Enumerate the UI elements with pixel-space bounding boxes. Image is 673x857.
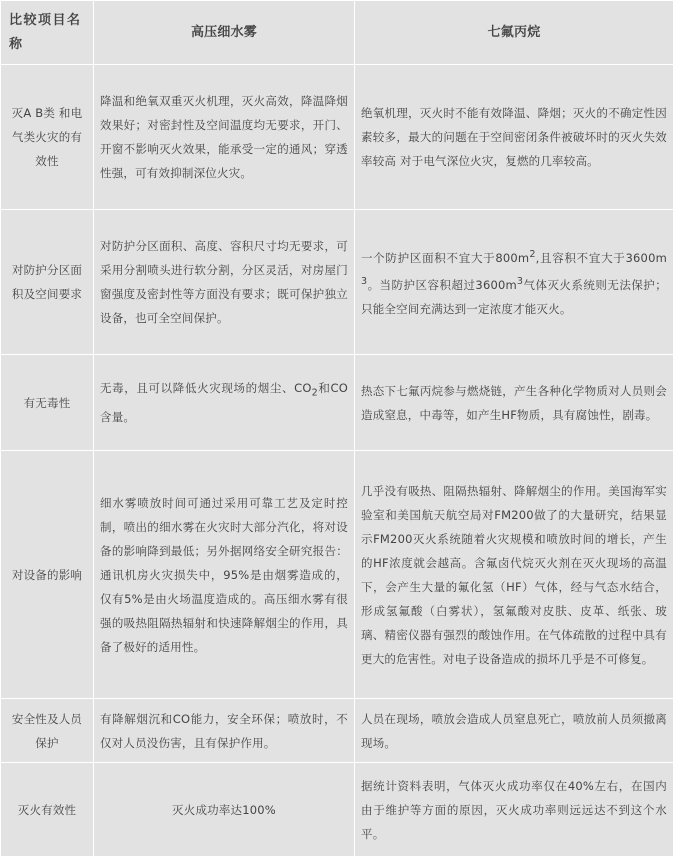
mist-cell (94, 699, 355, 763)
header-item-label: 比较项目名称 (9, 9, 87, 57)
hfc-text: 据统计资料表明，气体灭火成功率仅在40%左右，在国内由于维护等方面的原因，灭火成功率则远远达不到这个水平。 (361, 774, 667, 846)
mist-cell (94, 763, 355, 857)
hfc-text-part: 一个防护区面积不宜大于800m (361, 251, 529, 265)
hfc-text: 热态下七氟丙烷参与燃烧链，产生各种化学物质对人员则会造成窒息，中毒等，如产生HF物质，具有腐蚀性，剧毒。 (361, 379, 667, 427)
table-row (1, 210, 673, 355)
hfc-text: 几乎没有吸热、阻隔热辐射、降解烟尘的作用。美国海军实验室和美国航天航空局对FM200做了的大量研究，结果显示FM200灭火系统随着火灾规模和喷放时间的增长，产生的HF浓度就会越高。含氟卤代烷灭火剂在灭火现场的高温下，会产生大量的氟化氢（HF）气体，经与气态水结合，形成氢氟酸（白雾状），氢氟酸对皮肤、皮革、纸张、玻璃、精密仪器有强烈的酸蚀作用。在气体疏散的过程中具有更大的危害性。对电子设备造成的损坏几乎是不可修复。 (361, 479, 667, 671)
header-mist-label: 高压细水雾 (100, 21, 348, 45)
table-row (1, 699, 673, 763)
hfc-cell (355, 65, 673, 210)
superscript: 3 (517, 276, 523, 287)
header-hfc (355, 1, 673, 65)
hfc-text-part: 气体灭火系统则无法保护；只能全空间充满达到一定浓度才能灭火。 (361, 278, 667, 316)
table-row (1, 451, 673, 699)
row-item-label: 安全性及人员保护 (7, 707, 87, 755)
hfc-cell (355, 210, 673, 355)
row-item-cell (1, 355, 94, 451)
header-hfc-label: 七氟丙烷 (361, 21, 667, 45)
hfc-text: 人员在现场，喷放会造成人员窒息死亡，喷放前人员须撤离现场。 (361, 707, 667, 755)
row-item-label: 对设备的影响 (7, 563, 87, 587)
mist-text: 降温和绝氧双重灭火机理，灭火高效，降温降烟效果好；对密封性及空间温度均无要求，开门、开窗不影响灭火效果，能承受一定的通风；穿透性强，可有效抑制深位火灾。 (100, 89, 348, 185)
subscript: 2 (312, 387, 318, 398)
row-item-cell (1, 210, 94, 355)
hfc-cell (355, 355, 673, 451)
table-row (1, 65, 673, 210)
mist-text-part: 和CO含量。 (100, 381, 348, 424)
header-item (1, 1, 94, 65)
hfc-cell (355, 699, 673, 763)
row-item-label: 有无毒性 (7, 391, 87, 415)
mist-cell (94, 451, 355, 699)
table-header-row (1, 1, 673, 65)
table-row (1, 763, 673, 857)
hfc-text-part: 。当防护区容积超过3600m (367, 278, 517, 292)
table-row (1, 355, 673, 451)
superscript: 2 (529, 249, 535, 260)
hfc-text-part: ,且容积不宜大于3600m (536, 251, 667, 265)
row-item-label: 灭火有效性 (7, 798, 87, 822)
hfc-cell (355, 763, 673, 857)
mist-cell (94, 65, 355, 210)
hfc-text (361, 243, 667, 321)
superscript: 3 (361, 276, 367, 287)
row-item-cell (1, 763, 94, 857)
row-item-label: 灭A B类 和电气类火灾的有效性 (7, 101, 87, 173)
header-mist (94, 1, 355, 65)
row-item-cell (1, 65, 94, 210)
row-item-cell (1, 451, 94, 699)
mist-text: 有降解烟沉和CO能力，安全环保；喷放时，不仅对人员没伤害，且有保护作用。 (100, 707, 348, 755)
hfc-cell (355, 451, 673, 699)
row-item-label: 对防护分区面积及空间要求 (7, 258, 87, 306)
mist-text: 对防护分区面积、高度、容积尺寸均无要求，可采用分割喷头进行软分割，分区灵活，对房屋门窗强度及密封性等方面没有要求；既可保护独立设备，也可全空间保护。 (100, 234, 348, 330)
mist-text-part: 无毒，且可以降低火灾现场的烟尘、CO (100, 381, 312, 395)
hfc-text: 绝氧机理，灭火时不能有效降温、降烟；灭火的不确定性因素较多，最大的问题在于空间密闭条件被破坏时的灭火失效率较高 对于电气深位火灾，复燃的几率较高。 (361, 101, 667, 173)
mist-text: 细水雾喷放时间可通过采用可靠工艺及定时控制，喷出的细水雾在火灾时大部分汽化，将对设备的影响降到最低；另外据网络安全研究报告：通讯机房火灾损失中，95%是由烟雾造成的，仅有5%是由火场温度造成的。高压细水雾有很强的吸热阻隔热辐射和快速降解烟尘的作用，具备了极好的适用性。 (100, 491, 348, 659)
mist-text: 灭火成功率达100% (100, 798, 348, 822)
row-item-cell (1, 699, 94, 763)
mist-cell (94, 210, 355, 355)
mist-cell (94, 355, 355, 451)
mist-text (100, 376, 348, 429)
